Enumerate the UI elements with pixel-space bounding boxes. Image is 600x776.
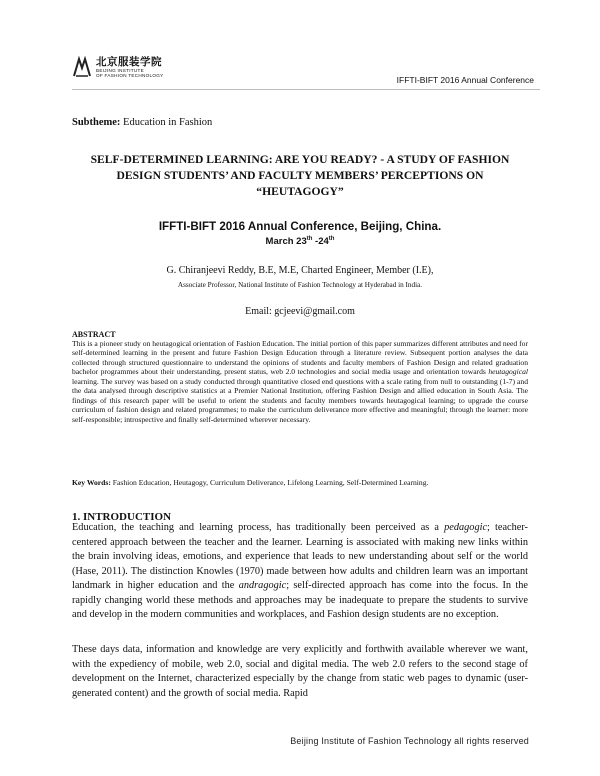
dates-prefix: March 23 (265, 236, 307, 247)
introduction-heading: 1. INTRODUCTION (72, 511, 172, 523)
intro-p1-c: ; self-directed approach has come into the focus. In the rapidly changing world these methods and approaches may be inadequate to prepare the students to survive and develop in the modern communities and workplaces, and Fashion design students are no exception. (72, 580, 529, 620)
intro-p1-b: ; teacher-centered approach between the teacher and the learner. Learning is associated with making new links within the brain involving ideas, emotions, and experience that leads to new understanding about self or the world (Hase, 2011). The distinction Knowles (1970) made between how adults and children learn was an important landmark in higher education and the (72, 522, 528, 591)
institute-emblem-icon (72, 56, 92, 78)
keywords-label: Key Words: (72, 478, 111, 487)
dates-sup1: th (306, 236, 313, 242)
dates-mid: -24 (312, 236, 329, 247)
header-divider (72, 89, 540, 90)
author-name: G. Chiranjeevi Reddy, B.E, M.E, Charted Engineer, Member (I.E), (166, 265, 434, 276)
abstract-heading: ABSTRACT (72, 330, 116, 339)
intro-p1-a: Education, the teaching and learning process, has traditionally been perceived as a (72, 522, 445, 533)
abstract-text-part1: This is a pioneer study on heutagogical orientation of Fashion Education. The initial portion of this paper summarizes different attributes and need for self-determined learning in the present and future Fashion Design Education through a literature review. Subsequent portion analyses the data collected through structured questionnaire to understand the opinions of students and faculty members of Fashion Design and related graduation bachelor programmes about their understanding, present status, web 2.0 technologies and social media usage and orientation towards (72, 339, 528, 377)
author-affiliation: Associate Professor, National Institute of Fashion Technology at Hyderabad in India. (177, 281, 423, 289)
logo-english-line1: BEIJING INSTITUTE (96, 68, 144, 73)
institute-logo (72, 54, 202, 84)
logo-english-line2: OF FASHION TECHNOLOGY (96, 73, 164, 78)
header-conference-name: IFFTI-BIFT 2016 Annual Conference (396, 75, 534, 85)
subtheme (72, 117, 212, 128)
intro-p1-italic1: pedagogic (444, 522, 488, 533)
subtheme-value: Education in Fashion (120, 117, 213, 128)
logo-chinese-name: 北京服装学院 (96, 57, 162, 68)
abstract-text (72, 339, 528, 424)
intro-p1-italic2: andragogic (238, 580, 287, 591)
conference-dates (72, 236, 528, 248)
page-footer: Beijing Institute of Fashion Technology all rights reserved (290, 736, 529, 746)
keywords-list: Fashion Education, Heutagogy, Curriculum Deliverance, Lifelong Learning, Self-Determined Learning. (110, 478, 429, 487)
introduction-paragraph-1 (72, 521, 528, 623)
conference-line: IFFTI-BIFT 2016 Annual Conference, Beijing, China. (158, 220, 442, 233)
keywords (72, 478, 528, 488)
author-email: Email: gcjeevi@gmail.com (245, 306, 355, 317)
dates-sup2: th (328, 236, 335, 242)
subtheme-label: Subtheme: (72, 117, 121, 128)
introduction-paragraph-2: These days data, information and knowledge are very explicitly and forthwith available wherever we want, with the expediency of mobile, web 2.0, social and digital media. The web 2.0 refers to the second stage of development on the Internet, characterized especially by the change from static web pages to dynamic (user-generated content) and the growth of social media. Rapid (72, 644, 528, 699)
abstract-text-part2: learning. The survey was based on a study conducted through quantitative closed end questions with a scale rating from null to outstanding (1-7) and the data analysed through descriptive statistics at a Premier National Institution, offering Fashion Design and allied education in South Asia. The findings of this research paper will be useful to orient the students and faculty members towards heutagogical learning; to upgrade the course curriculum of fashion design and related programmes; to make the curriculum deliverance more effective and meaningful; through the learner: more self-responsible; introspective and finally self-determined wherever necessary. (72, 376, 528, 424)
paper-title: SELF-DETERMINED LEARNING: ARE YOU READY? - A STUDY OF FASHION DESIGN STUDENTS’ AND FACULTY MEMBERS’ PERCEPTIONS ON “HEUTAGOGY” (90, 153, 510, 198)
abstract-text-italic: heutagogical (488, 367, 528, 377)
